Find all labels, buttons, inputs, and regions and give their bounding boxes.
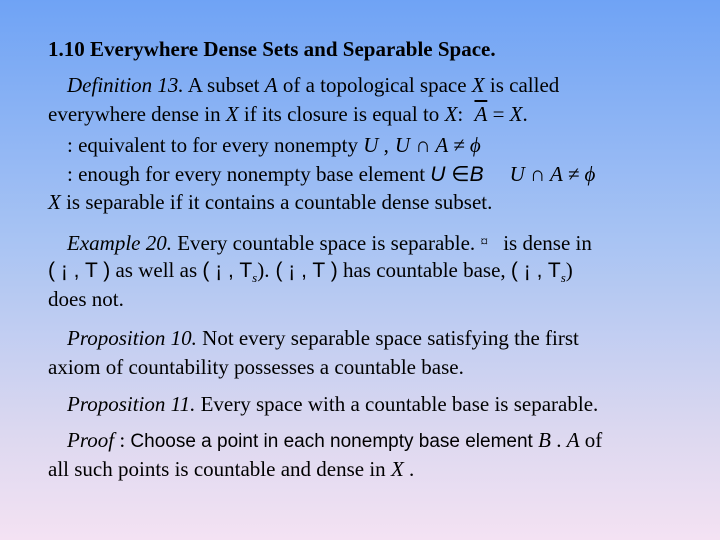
proof-label: Proof — [67, 428, 115, 452]
definition-text: is called — [484, 73, 560, 97]
subscript-s: s — [252, 270, 258, 285]
proof-text: . — [550, 428, 567, 452]
proposition-10-text: Not every separable space satisfying the first — [196, 326, 579, 350]
definition-text: : — [457, 102, 464, 126]
var-a: A — [566, 428, 580, 452]
closure-a: $\overline{A}$ — [474, 102, 488, 126]
example-label: Example 20. — [67, 231, 172, 255]
space-q-t: ( ¡ , T ) — [48, 259, 111, 282]
equivalent-text: : equivalent to for every nonempty — [67, 133, 364, 157]
period: . — [522, 102, 528, 126]
subscript-s: s — [560, 270, 566, 285]
definition-text: if its closure is equal to — [238, 102, 445, 126]
definition-line-5 — [48, 190, 492, 214]
var-x: X — [509, 102, 523, 126]
proof-line-1 — [67, 428, 602, 454]
rationals-symbol: ¤ — [480, 234, 488, 250]
proposition-10-line-1 — [67, 326, 579, 350]
var-a: A — [264, 73, 278, 97]
proposition-10-label: Proposition 10. — [67, 326, 197, 350]
intersection-condition: U ∩ A ≠ ϕ — [394, 133, 481, 157]
example-text: does not. — [48, 287, 124, 311]
var-u: U — [363, 133, 379, 157]
example-text: Every countable space is separable. — [171, 231, 481, 255]
example-line-2 — [48, 258, 573, 290]
definition-label: Definition 13. — [67, 73, 184, 97]
intersection-condition: U ∩ A ≠ ϕ — [509, 162, 596, 186]
definition-line-2 — [48, 102, 528, 126]
paren-close: ). — [257, 258, 270, 282]
example-text: is dense in — [497, 231, 592, 255]
space-q-t: ( ¡ , T ) — [275, 259, 338, 282]
proof-line-2 — [48, 457, 414, 481]
u-in-base: U ∈B — [430, 163, 484, 186]
proposition-10-line-2 — [48, 355, 464, 379]
proof-text: of — [579, 428, 603, 452]
definition-text: everywhere dense in — [48, 102, 226, 126]
example-line-1 — [67, 230, 592, 255]
slide-title: 1.10 Everywhere Dense Sets and Separable Space. — [48, 37, 496, 61]
space-q-ts: ( ¡ , T — [202, 259, 253, 282]
proposition-11-label: Proposition 11. — [67, 392, 196, 416]
comma: , — [378, 133, 389, 157]
space-q-ts: ( ¡ , T — [510, 259, 561, 282]
example-text: as well as — [110, 258, 203, 282]
proposition-10-text: axiom of countability possesses a countable base. — [48, 355, 464, 379]
proposition-11-text: Every space with a countable base is separable. — [195, 392, 599, 416]
var-x: X — [225, 102, 239, 126]
var-x: X — [444, 102, 458, 126]
definition-line-1 — [67, 73, 559, 97]
var-x: X — [48, 190, 61, 214]
proposition-11-line — [67, 392, 598, 416]
separable-text: is separable if it contains a countable dense subset. — [60, 190, 493, 214]
proof-text: all such points is countable and dense in — [48, 457, 391, 481]
var-b: B — [538, 428, 551, 452]
example-text: has countable base, — [337, 258, 511, 282]
proof-text: . — [403, 457, 415, 481]
proof-colon: : — [114, 428, 131, 452]
example-line-3 — [48, 287, 124, 311]
definition-line-3 — [67, 133, 481, 157]
enough-text: : enough for every nonempty base element — [67, 162, 431, 186]
definition-text: A subset — [183, 73, 265, 97]
var-x: X — [471, 73, 485, 97]
definition-text: of a topological space — [277, 73, 472, 97]
definition-line-4 — [67, 162, 595, 187]
proof-text: Choose a point in each nonempty base element — [130, 431, 539, 452]
paren-close: ) — [565, 258, 573, 282]
equals-sign: = — [487, 102, 510, 126]
var-x: X — [390, 457, 404, 481]
